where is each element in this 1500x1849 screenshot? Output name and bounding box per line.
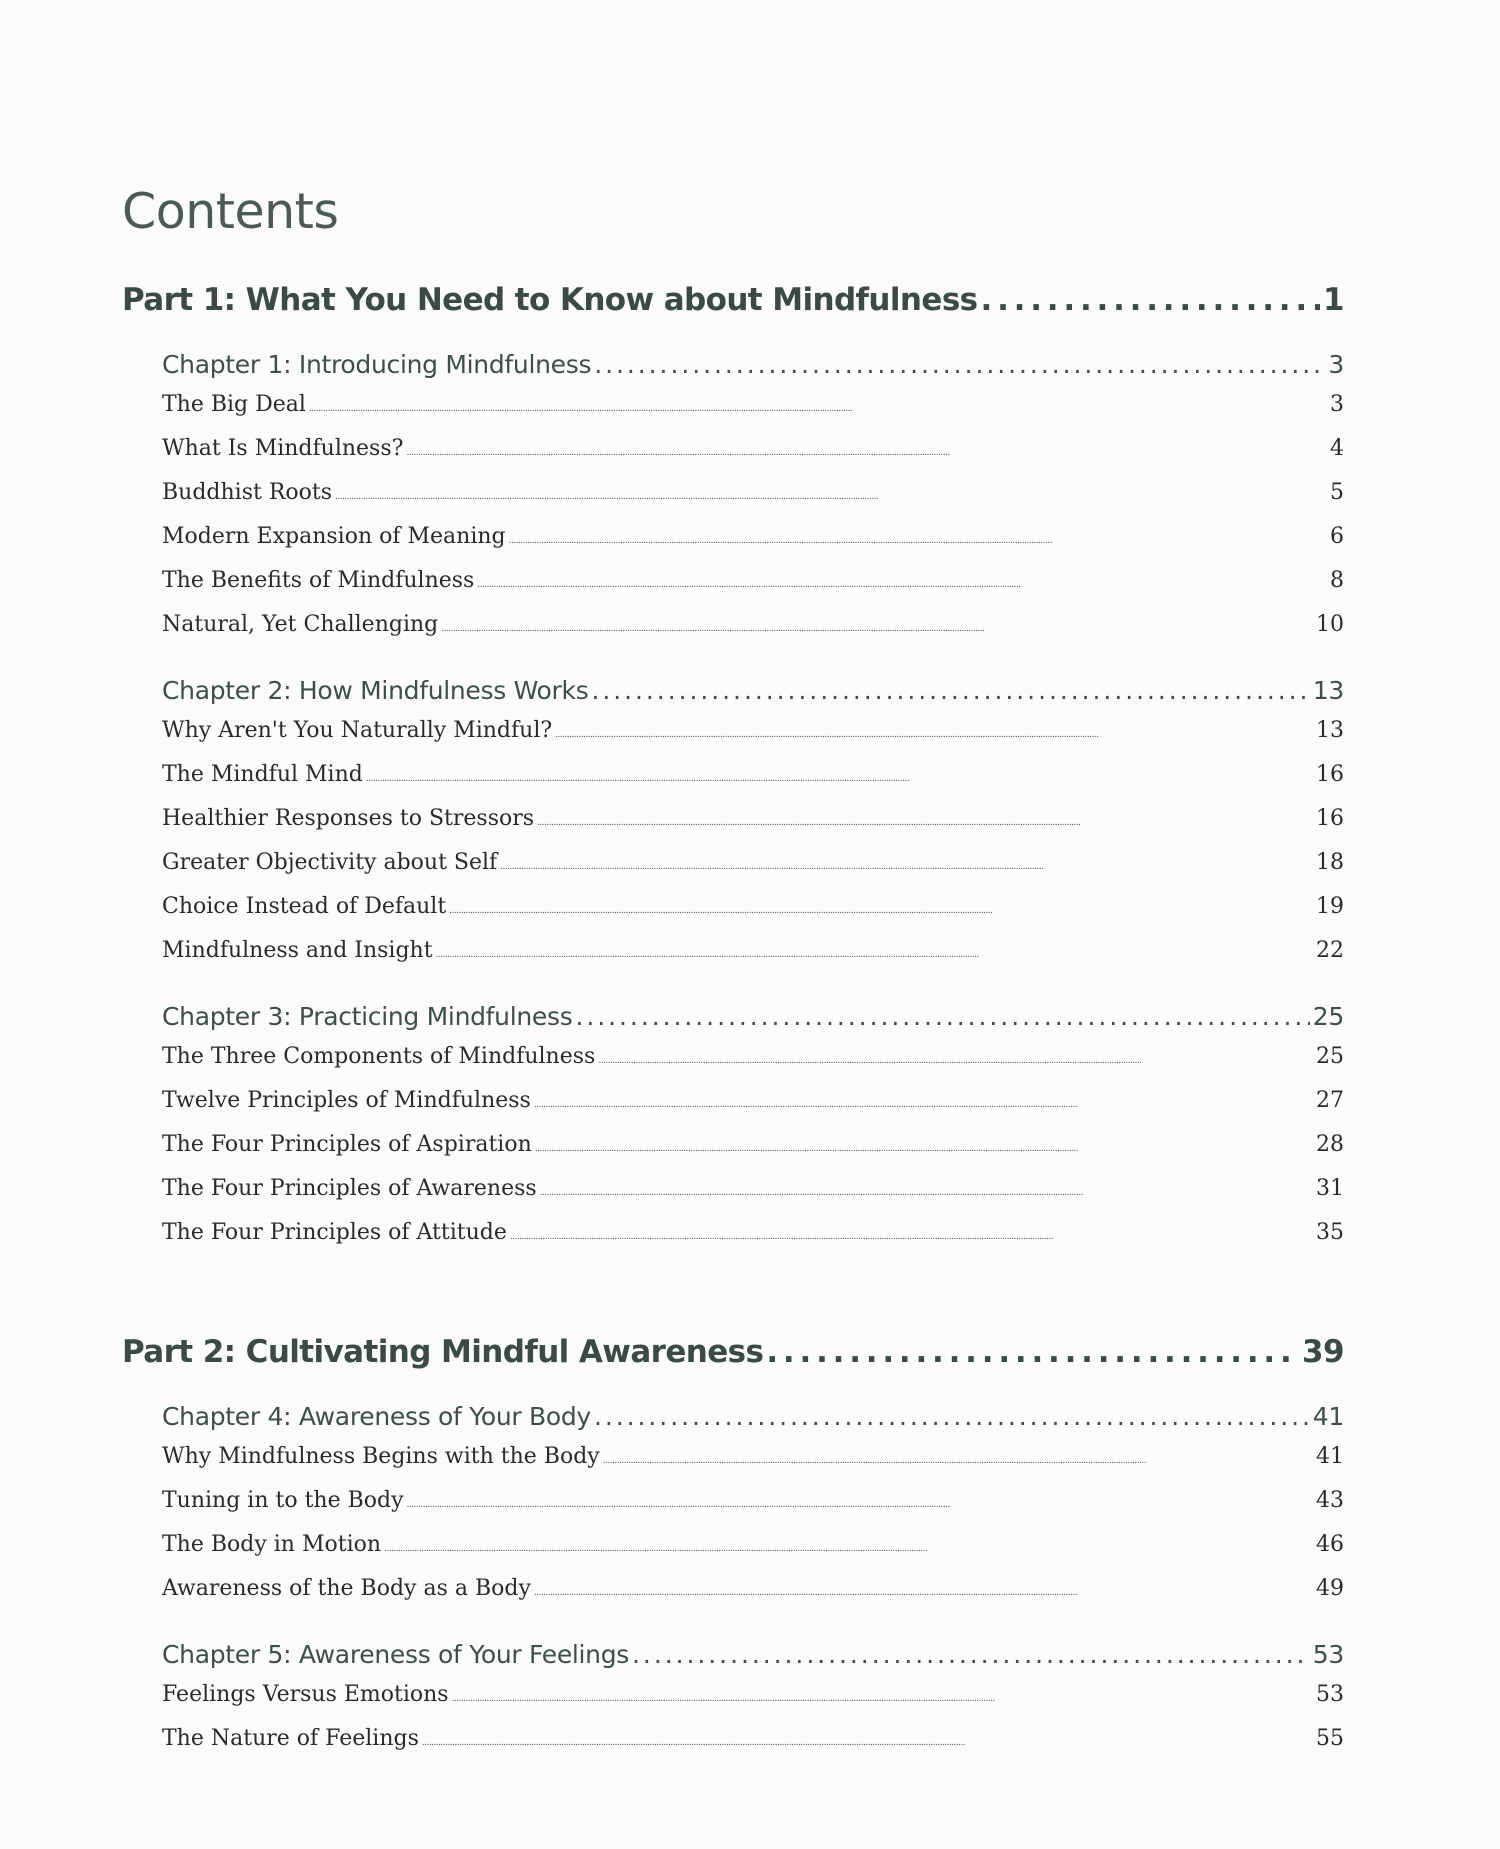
dot-leader [436,936,1313,975]
toc-section-entry[interactable] [162,1719,1344,1763]
chapter-heading[interactable] [162,997,1344,1037]
page-title: Contents [122,183,339,240]
section-title: The Body in Motion [162,1531,382,1557]
dot-leader [591,671,1309,711]
toc-section-entry[interactable] [162,1569,1344,1613]
page-number: 35 [1316,1219,1344,1245]
dot-leader [537,804,1313,843]
page-number: 27 [1316,1087,1344,1113]
page-number: 53 [1312,1639,1344,1669]
section-title: Greater Objectivity about Self [162,849,498,875]
toc-chapter-1 [162,345,1344,649]
toc-section-entry[interactable] [162,1213,1344,1257]
dot-leader [632,1635,1310,1675]
toc-section-entry[interactable] [162,1081,1344,1125]
section-title: Why Aren't You Naturally Mindful? [162,717,553,743]
page-number: 16 [1316,805,1344,831]
chapter-heading[interactable] [162,1635,1344,1675]
dot-leader [603,1442,1313,1481]
section-title: The Four Principles of Attitude [162,1219,507,1245]
toc-section-entry[interactable] [162,1481,1344,1525]
toc-section-entry[interactable] [162,887,1344,931]
toc-page [122,185,1344,1783]
page-number: 10 [1316,611,1344,637]
toc-section-entry[interactable] [162,1037,1344,1081]
part-heading[interactable] [122,1329,1344,1375]
section-title: Choice Instead of Default [162,893,447,919]
toc-part-1 [122,277,1344,1257]
page-number: 25 [1316,1043,1344,1069]
page-number: 13 [1316,717,1344,743]
page-number: 3 [1328,349,1344,379]
toc-section-entry[interactable] [162,1437,1344,1481]
section-title: The Four Principles of Aspiration [162,1131,532,1157]
section-title: Why Mindfulness Begins with the Body [162,1443,600,1469]
section-title: The Big Deal [162,391,306,417]
toc-section-entry[interactable] [162,1675,1344,1719]
dot-leader [407,1486,1313,1525]
chapter-heading[interactable] [162,345,1344,385]
toc-section-entry[interactable] [162,473,1344,517]
page-number: 31 [1316,1175,1344,1201]
toc-section-entry[interactable] [162,843,1344,887]
dot-leader [441,610,1313,649]
dot-leader [766,1329,1299,1375]
dot-leader [510,1218,1313,1257]
toc-section-entry[interactable] [162,799,1344,843]
section-title: The Nature of Feelings [162,1725,419,1751]
chapter-title: Chapter 3: Practicing Mindfulness [162,1001,573,1031]
toc-chapter-3 [162,997,1344,1257]
dot-leader [406,434,1327,473]
page-number: 1 [1323,281,1344,318]
toc-section-entry[interactable] [162,1169,1344,1213]
dot-leader [981,277,1320,323]
dot-leader [575,997,1309,1037]
page-number: 19 [1316,893,1344,919]
dot-leader [594,345,1325,385]
section-title: Buddhist Roots [162,479,333,505]
page-number: 41 [1312,1401,1344,1431]
page-number: 39 [1302,1333,1344,1370]
section-title: The Three Components of Mindfulness [162,1043,596,1069]
dot-leader [534,1574,1313,1613]
dot-leader [535,1130,1313,1169]
dot-leader [534,1086,1313,1125]
dot-leader [422,1724,1313,1763]
dot-leader [555,716,1313,755]
page-number: 43 [1316,1487,1344,1513]
section-title: Twelve Principles of Mindfulness [162,1087,531,1113]
page-number: 28 [1316,1131,1344,1157]
section-title: Modern Expansion of Meaning [162,523,506,549]
page-number: 4 [1330,435,1344,461]
toc-section-entry[interactable] [162,561,1344,605]
section-title: Mindfulness and Insight [162,937,433,963]
page-number: 46 [1316,1531,1344,1557]
section-title: Feelings Versus Emotions [162,1681,449,1707]
part-title: Part 1: What You Need to Know about Mindfulness [122,281,978,318]
page-number: 55 [1316,1725,1344,1751]
toc-chapter-4 [162,1397,1344,1613]
page-number: 16 [1316,761,1344,787]
chapter-heading[interactable] [162,1397,1344,1437]
toc-chapter-5 [162,1635,1344,1763]
dot-leader [309,390,1327,429]
chapter-title: Chapter 4: Awareness of Your Body [162,1401,591,1431]
section-title: Awareness of the Body as a Body [162,1575,531,1601]
page-number: 6 [1330,523,1344,549]
toc-chapter-2 [162,671,1344,975]
dot-leader [598,1042,1313,1081]
dot-leader [384,1530,1313,1569]
chapter-title: Chapter 5: Awareness of Your Feelings [162,1639,630,1669]
dot-leader [335,478,1327,517]
page-number: 13 [1312,675,1344,705]
page-number: 8 [1330,567,1344,593]
dot-leader [594,1397,1310,1437]
part-heading[interactable] [122,277,1344,323]
page-number: 5 [1330,479,1344,505]
dot-leader [366,760,1313,799]
page-number: 22 [1316,937,1344,963]
page-number: 41 [1316,1443,1344,1469]
page-number: 25 [1312,1001,1344,1031]
dot-leader [540,1174,1313,1213]
chapter-title: Chapter 2: How Mindfulness Works [162,675,589,705]
chapter-title: Chapter 1: Introducing Mindfulness [162,349,592,379]
dot-leader [452,1680,1313,1719]
dot-leader [449,892,1313,931]
toc-section-entry[interactable] [162,1125,1344,1169]
toc-section-entry[interactable] [162,517,1344,561]
part-title: Part 2: Cultivating Mindful Awareness [122,1333,764,1370]
dot-leader [477,566,1327,605]
section-title: Natural, Yet Challenging [162,611,439,637]
section-title: The Four Principles of Awareness [162,1175,537,1201]
toc-section-entry[interactable] [162,1525,1344,1569]
section-title: The Benefits of Mindfulness [162,567,475,593]
dot-leader [509,522,1327,561]
toc-section-entry[interactable] [162,385,1344,429]
section-title: Tuning in to the Body [162,1487,404,1513]
toc-section-entry[interactable] [162,429,1344,473]
dot-leader [500,848,1313,887]
page-number: 3 [1330,391,1344,417]
page-number: 53 [1316,1681,1344,1707]
toc-part-2 [122,1329,1344,1763]
page-number: 49 [1316,1575,1344,1601]
section-title: What Is Mindfulness? [162,435,404,461]
toc-section-entry[interactable] [162,755,1344,799]
toc-section-entry[interactable] [162,605,1344,649]
section-title: The Mindful Mind [162,761,363,787]
toc-section-entry[interactable] [162,931,1344,975]
toc-section-entry[interactable] [162,711,1344,755]
chapter-heading[interactable] [162,671,1344,711]
section-title: Healthier Responses to Stressors [162,805,535,831]
page-number: 18 [1316,849,1344,875]
